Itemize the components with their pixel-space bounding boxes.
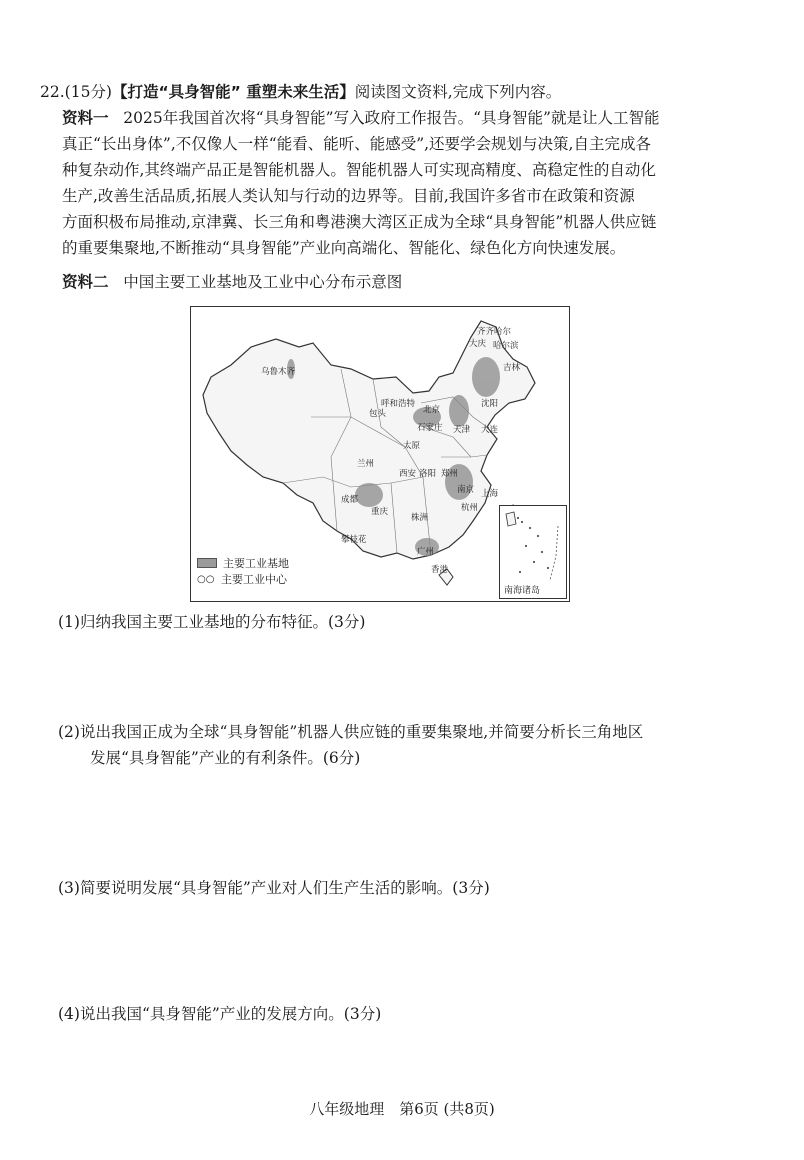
material2-label: 资料二 bbox=[62, 273, 109, 291]
material1-line-5: 方面积极布局推动,京津冀、长三角和粤港澳大湾区正成为全球“具身智能”机器人供应链 bbox=[62, 213, 657, 231]
city-harbin: 哈尔滨 bbox=[493, 341, 519, 351]
legend-center-label: 主要工业中心 bbox=[221, 573, 287, 586]
legend-center-symbol: ○○ bbox=[197, 573, 215, 585]
city-daqing: 大庆 bbox=[469, 339, 487, 349]
china-industry-map bbox=[190, 306, 570, 602]
material2-heading bbox=[62, 272, 402, 292]
city-shanghai: 上海 bbox=[481, 489, 499, 499]
city-dalian: 大连 bbox=[481, 425, 499, 435]
legend-base bbox=[197, 555, 289, 571]
material1-line-6: 的重要集聚地,不断推动“具身智能”产业向高端化、智能化、绿色化方向快速发展。 bbox=[62, 239, 626, 257]
city-jilin: 吉林 bbox=[503, 363, 521, 373]
question-theme: 【打造“具身智能” 重塑未来生活】 bbox=[111, 83, 355, 101]
sub-question-2: (2)说出我国正成为全球“具身智能”机器人供应链的重要集聚地,并简要分析长三角地区 bbox=[58, 723, 644, 741]
material1-line-1: 资料一 2025年我国首次将“具身智能”写入政府工作报告。“具身智能”就是让人工智能 bbox=[62, 109, 660, 127]
city-xian: 西安 bbox=[399, 469, 417, 479]
sub-question-4: (4)说出我国“具身智能”产业的发展方向。(3分) bbox=[58, 1005, 382, 1023]
city-guangzhou: 广州 bbox=[417, 547, 435, 557]
city-beijing: 北京 bbox=[423, 405, 441, 415]
city-luoyang: 洛阳 bbox=[419, 469, 437, 479]
city-panzhihua: 攀枝花 bbox=[341, 535, 367, 545]
question-header bbox=[40, 82, 561, 102]
city-shenyang: 沈阳 bbox=[481, 399, 499, 409]
city-lanzhou: 兰州 bbox=[357, 459, 375, 469]
legend-center bbox=[197, 571, 289, 587]
inset-label: 南海诸岛 bbox=[504, 586, 541, 596]
sub-question-1: (1)归纳我国主要工业基地的分布特征。(3分) bbox=[58, 613, 366, 631]
south-china-sea-inset bbox=[499, 505, 567, 599]
city-nanjing: 南京 bbox=[457, 485, 475, 495]
city-taiyuan: 太原 bbox=[403, 441, 421, 451]
material1-line-2: 真正“长出身体”,不仅像人一样“能看、能听、能感受”,还要学会规划与决策,自主完成各 bbox=[62, 135, 651, 153]
city-baotou: 包头 bbox=[369, 409, 387, 419]
city-tianjin: 天津 bbox=[453, 425, 471, 435]
question-score: (15分) bbox=[64, 83, 112, 101]
legend-base-label: 主要工业基地 bbox=[223, 557, 289, 570]
city-shijiazhuang: 石家庄 bbox=[417, 423, 443, 433]
city-hohhot: 呼和浩特 bbox=[381, 399, 416, 409]
page-footer: 八年级地理 第6页 (共8页) bbox=[309, 1100, 495, 1118]
material1-line-3: 种复杂动作,其终端产品正是智能机器人。智能机器人可实现高精度、高稳定性的自动化 bbox=[62, 161, 656, 179]
city-qiqihar: 齐齐哈尔 bbox=[477, 327, 512, 337]
city-hangzhou: 杭州 bbox=[461, 503, 479, 513]
sub-question-3: (3)简要说明发展“具身智能”产业对人们生产生活的影响。(3分) bbox=[58, 879, 490, 897]
city-hongkong: 香港 bbox=[431, 565, 449, 575]
city-zhengzhou: 郑州 bbox=[441, 469, 459, 479]
material2-title: 中国主要工业基地及工业中心分布示意图 bbox=[123, 273, 403, 291]
map-legend bbox=[197, 555, 289, 587]
sub-question-2-cont: 发展“具身智能”产业的有利条件。(6分) bbox=[90, 749, 361, 767]
legend-base-swatch bbox=[197, 558, 217, 568]
question-instruction: 阅读图文资料,完成下列内容。 bbox=[354, 83, 562, 101]
city-chengdu: 成都 bbox=[341, 495, 359, 505]
material1-line-4: 生产,改善生活品质,拓展人类认知与行动的边界等。目前,我国许多省市在政策和资源 bbox=[62, 187, 635, 205]
material1-label: 资料一 bbox=[62, 109, 109, 127]
city-urumqi: 乌鲁木齐 bbox=[261, 367, 296, 377]
city-zhuzhou: 株洲 bbox=[411, 513, 429, 523]
question-number: 22. bbox=[40, 83, 65, 101]
city-chongqing: 重庆 bbox=[371, 507, 389, 517]
